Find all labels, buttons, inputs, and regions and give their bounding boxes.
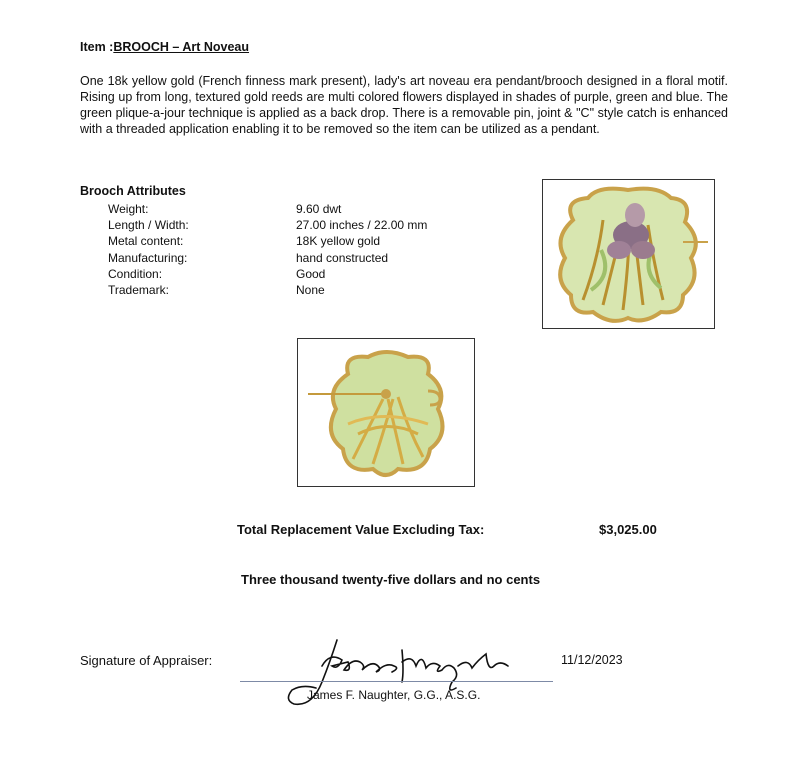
item-name: BROOCH – Art Noveau: [113, 40, 250, 54]
attribute-value: 9.60 dwt: [296, 202, 342, 216]
item-description: One 18k yellow gold (French finness mark present), lady's art noveau era pendant/brooch designed in a floral motif. Rising up from long, textured gold reeds are multi colored flowers displayed in shades of purple, green and blue. The green plique-a-jour technique is applied as a back drop. There is a removable pin, joint & "C" style catch is enhanced with a threaded application enabling it to be removed so the item can be utilized as a pendant.: [80, 74, 728, 136]
attribute-row: [108, 282, 427, 298]
attribute-row: [108, 233, 427, 249]
attribute-value: Good: [296, 266, 326, 281]
attribute-value: 27.00 inches / 22.00 mm: [296, 218, 428, 233]
attribute-label: Length / Width:: [108, 218, 189, 233]
appraiser-name: James F. Naughter, G.G., A.S.G.: [307, 688, 481, 702]
signature-label: Signature of Appraiser:: [80, 653, 213, 668]
brooch-back-photo: [297, 338, 475, 487]
attribute-label: Metal content:: [108, 234, 184, 249]
total-value-in-words: Three thousand twenty-five dollars and no cents: [241, 572, 541, 587]
attribute-row: [108, 250, 427, 266]
attribute-value: None: [296, 283, 325, 298]
attributes-heading: Brooch Attributes: [80, 184, 186, 198]
attributes-table: [108, 201, 427, 298]
brooch-back-illustration: [298, 339, 474, 486]
attribute-row: [108, 201, 427, 217]
attribute-row: [108, 217, 427, 233]
item-title: [80, 40, 249, 54]
brooch-front-photo: [542, 179, 715, 329]
signature-line: [240, 681, 553, 682]
attribute-value: 18K yellow gold: [296, 234, 381, 249]
attribute-row: [108, 266, 427, 282]
attribute-label: Condition:: [108, 266, 163, 281]
attribute-value: hand constructed: [296, 250, 389, 265]
brooch-front-illustration: [543, 180, 714, 328]
attribute-label: Manufacturing:: [108, 250, 188, 265]
total-value-amount: $3,025.00: [599, 522, 657, 537]
signature-date: 11/12/2023: [561, 653, 623, 667]
item-prefix: Item :: [80, 40, 114, 54]
attribute-label: Trademark:: [108, 283, 169, 298]
attribute-label: Weight:: [108, 202, 149, 216]
total-value-label: Total Replacement Value Excluding Tax:: [237, 522, 485, 537]
